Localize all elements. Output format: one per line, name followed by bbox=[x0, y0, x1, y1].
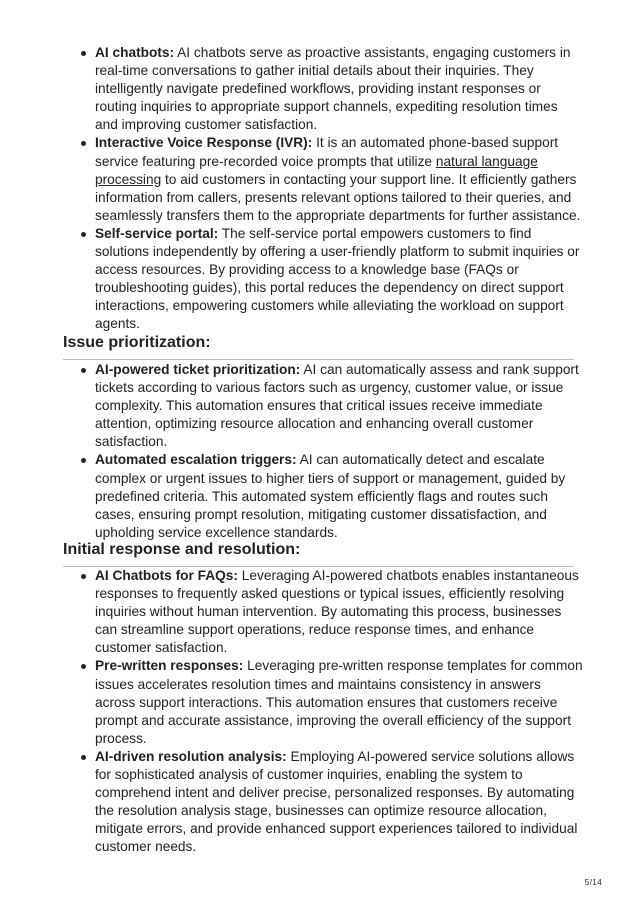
item-description: It is an automated phone-based support service featuring pre-recorded voice prompts that utilize bbox=[95, 135, 559, 169]
list-item bbox=[0, 748, 638, 857]
bullet-icon bbox=[81, 368, 86, 373]
bullet-icon bbox=[81, 755, 86, 760]
list-item bbox=[0, 451, 638, 541]
natural-language-processing-link[interactable]: natural language processing bbox=[95, 153, 538, 187]
list-item bbox=[0, 225, 638, 334]
bullet-icon bbox=[81, 458, 86, 463]
bullet-icon bbox=[81, 51, 86, 56]
item-term: AI-powered ticket prioritization: bbox=[95, 362, 301, 377]
list-item bbox=[0, 567, 638, 657]
section-heading-initial-response: Initial response and resolution: bbox=[63, 541, 574, 567]
item-term: AI chatbots: bbox=[95, 45, 175, 60]
item-description: Leveraging pre-written response templates for common issues accelerates resolution times and maintains consistency in answers across support interactions. This automation ensures that customers receive prompt and accurate assistance, improving the overall efficiency of the support process. bbox=[95, 658, 583, 746]
item-description: The self-service portal empowers customers to find solutions independently by offering a user-friendly platform to submit inquiries or access resources. By providing access to a knowledge base (FAQs or troubleshooting guides), this portal reduces the dependency on direct support interactions, empowering customers while alleviating the workload on support agents. bbox=[95, 225, 580, 332]
bullet-icon bbox=[81, 574, 86, 579]
item-term: AI-driven resolution analysis: bbox=[95, 748, 287, 764]
item-description: Leveraging AI-powered chatbots enables instantaneous responses to frequently asked questions or typical issues, efficiently resolving inquiries without human intervention. By automating this process, businesses can streamline support operations, reduce response times, and enhance customer satisfaction. bbox=[95, 568, 579, 656]
bullet-icon bbox=[81, 232, 86, 237]
list-item bbox=[0, 44, 638, 134]
issue-prioritization-list bbox=[0, 361, 638, 542]
page-number: 5/14 bbox=[584, 877, 602, 887]
item-description: AI can automatically detect and escalate complex or urgent issues to higher tiers of support or management, guided by predefined criteria. This automated system efficiently flags and routes such cases, ensuring prompt resolution, mitigating customer dissatisfaction, and upholding service excellence standards. bbox=[95, 452, 566, 540]
item-description: Employing AI-powered service solutions allows for sophisticated analysis of customer inquiries, enabling the system to comprehend intent and deliver precise, personalized responses. By automating the resolution analysis stage, businesses can optimize resource allocation, mitigate errors, and provide enhanced support experiences tailored to individual customer needs. bbox=[95, 748, 578, 855]
item-term: Pre-written responses: bbox=[95, 658, 244, 674]
item-description: AI can automatically assess and rank support tickets according to various factors such as urgency, customer value, or issue complexity. This automation ensures that critical issues receive immediate attention, optimizing resource allocation and enhancing overall customer satisfaction. bbox=[95, 362, 579, 450]
initial-response-list bbox=[0, 567, 638, 857]
list-item bbox=[0, 134, 638, 224]
item-term: AI Chatbots for FAQs: bbox=[95, 568, 238, 583]
list-item bbox=[0, 657, 638, 747]
item-description: AI chatbots serve as proactive assistants, engaging customers in real-time conversations to gather initial details about their inquiries. They intelligently navigate predefined workflows, providing instant responses or routing inquiries to appropriate support channels, expediting resolution times and improving customer satisfaction. bbox=[95, 45, 571, 133]
bullet-icon bbox=[81, 664, 86, 669]
bullet-icon bbox=[81, 141, 86, 146]
item-term: Automated escalation triggers: bbox=[95, 452, 297, 468]
list-item bbox=[0, 361, 638, 451]
support-channels-list bbox=[0, 44, 638, 334]
item-description-continued: to aid customers in contacting your support line. It efficiently gathers information from callers, presents relevant options tailored to their queries, and seamlessly transfers them to the appropriate departments for further assistance. bbox=[95, 171, 581, 223]
item-term: Interactive Voice Response (IVR): bbox=[95, 135, 313, 151]
section-heading-issue-prioritization: Issue prioritization: bbox=[63, 334, 574, 360]
item-term: Self-service portal: bbox=[95, 225, 219, 241]
